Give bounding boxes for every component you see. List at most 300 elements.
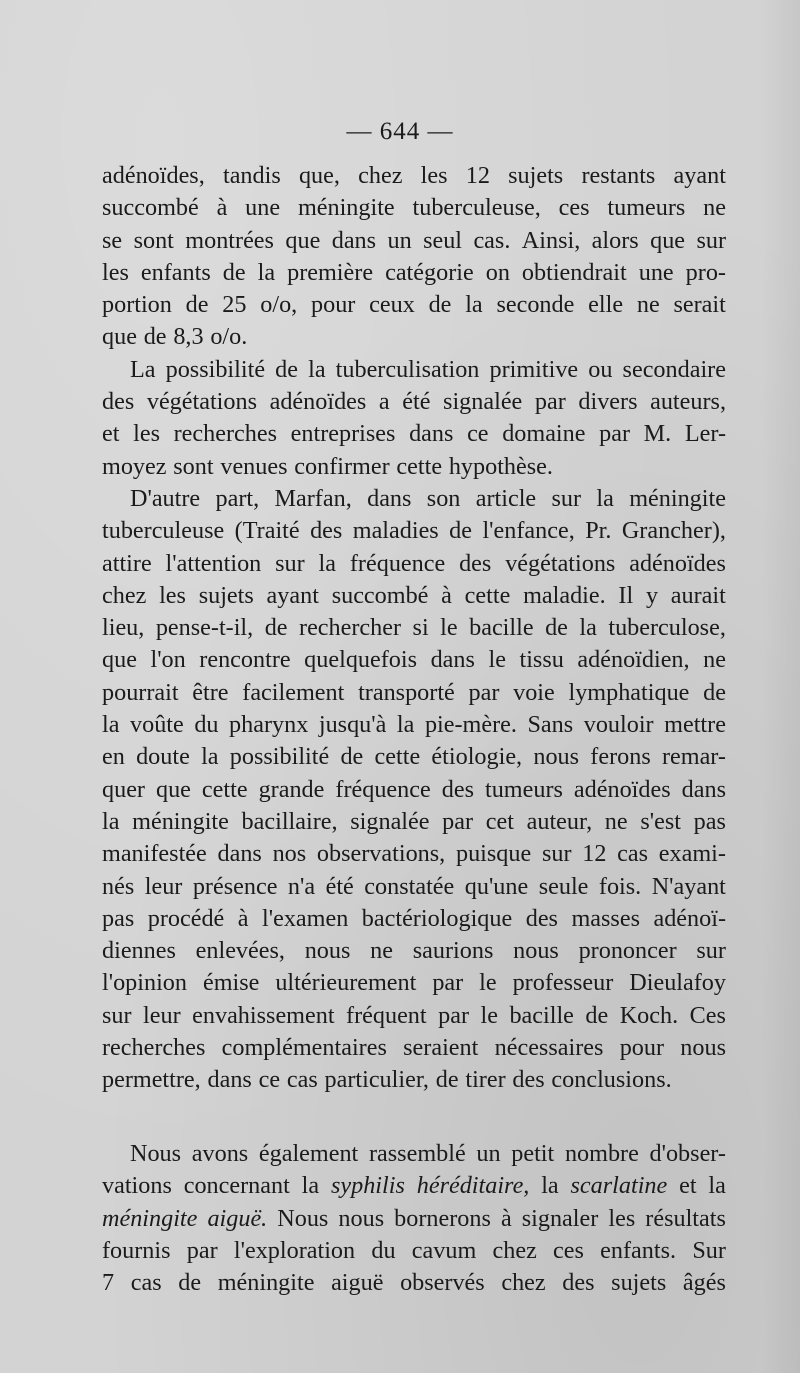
word: le [480,1001,498,1029]
word: Il [618,581,634,609]
word: scarlatine [570,1172,668,1200]
word: à [441,581,452,609]
word: que [285,226,321,254]
word: méningite [102,1204,198,1232]
word: 12 [465,162,490,189]
word: manifestée [102,840,207,868]
word: qu'une [464,872,529,900]
word: venues [220,452,288,480]
word: signalée [350,807,430,835]
word: obtiendrait [521,258,627,286]
text-line [102,677,726,709]
word: 8,3 [173,323,204,351]
word: le [479,969,497,997]
word: de [435,1066,459,1094]
word: divers [578,388,638,416]
word: sujets [508,162,564,189]
word: la [465,291,483,319]
word: a [378,388,390,416]
word: dans [207,1066,252,1094]
word: mettre [664,711,726,739]
word: constatée [364,872,455,900]
word: domaine [502,420,586,448]
word: o/o. [210,323,248,351]
word: d'obser- [649,1140,726,1167]
text-line [102,1032,726,1064]
word: y [645,581,659,609]
text-line [102,967,726,999]
word: cavum [411,1236,477,1264]
word: la [308,355,326,383]
text-line [102,548,726,580]
word: alors [591,226,639,254]
word: sujets [198,581,254,609]
word: observés [400,1269,485,1297]
word: et [102,420,120,448]
word: de [703,678,726,706]
word: pas [693,807,726,835]
word: syphilis [330,1172,405,1200]
word: avons [191,1140,249,1167]
word: complémentaires [221,1034,387,1062]
word: l'exploration [233,1236,356,1264]
word: ayant [673,162,726,189]
word: de [264,614,288,642]
word: la [541,1172,559,1200]
text-line [102,1000,726,1032]
word: la [102,807,120,835]
word: aiguë [331,1269,384,1297]
word: par [442,807,474,835]
word: sur [275,549,305,577]
word: professeur [512,969,614,997]
word: seul [423,226,463,254]
word: pourrait [102,678,179,706]
word: et [679,1172,697,1200]
word: que [155,775,191,803]
word: nous [513,937,559,965]
word: sur [541,840,572,868]
word: méningite [217,1269,315,1297]
word: les [102,258,129,286]
word: auteur, [526,807,593,835]
word: ce [467,420,489,448]
word: fréquent [346,1001,427,1029]
word: tuberculisation [335,355,480,383]
word: sur [102,1001,132,1029]
word: les [159,581,186,609]
text-line [102,580,726,612]
word: dans [430,646,475,674]
text-line [102,225,726,257]
word: l'examen [262,904,349,932]
word: remar- [661,743,726,771]
word: nos [272,840,307,868]
word: seule [538,872,589,900]
word: puisque [455,840,532,868]
word: émise [202,969,260,997]
word: petit [511,1140,555,1167]
word: saurions [412,937,494,965]
word: particulier, [324,1066,429,1094]
word: doute [136,743,190,771]
word: signalée [443,388,523,416]
word: tissu [519,646,564,674]
word: dans [409,420,454,448]
word: sur [696,226,726,254]
word: la [257,258,276,286]
word: la [579,614,597,642]
word: moyez [102,452,167,480]
word: adénoïdien, [577,646,690,674]
word: par [438,1001,469,1029]
word: un [387,226,412,254]
word: seraient [403,1034,479,1062]
word: exami- [658,840,726,868]
word: héréditaire, [416,1172,530,1200]
word: enfants [140,258,211,286]
word: Sur [692,1236,726,1264]
word: aiguë. [207,1204,268,1232]
word: s'est [640,807,681,835]
word: pour [311,291,356,319]
word: si [412,614,429,642]
word: entreprises [290,420,396,448]
word: diennes [102,937,176,965]
word: été [402,388,431,416]
word: pense-t-il, [155,614,254,642]
word: (Traité [234,517,300,545]
word: l'enfance, [482,517,575,545]
word: auteurs, [650,388,726,416]
word: voie [513,678,555,706]
word: 25 [222,291,247,319]
word: rencontre [199,646,291,674]
word: succombé [331,581,429,609]
word: par [534,388,566,416]
word: ceux [369,291,415,319]
word: la [301,1172,320,1200]
word: leur [144,872,183,900]
word: ne [370,937,393,965]
word: sont [173,452,214,480]
text-line [102,1267,726,1299]
word: grande [258,775,325,803]
word: cette [201,775,248,803]
word: Ainsi, [521,226,581,254]
word: signaler [521,1204,599,1232]
word: bacillaire, [241,807,338,835]
word: nés [102,872,135,900]
word: part, [215,484,260,512]
word: enlevées, [195,937,285,965]
word: se [102,226,123,254]
word: chez [492,1236,537,1264]
word: végétations [505,549,616,577]
word: lymphatique [568,678,690,706]
page-edge-shadow [760,0,800,1373]
word: concernant [183,1172,290,1200]
word: adénoïdes, [102,162,205,189]
word: transporté [358,678,455,706]
word: végétations [146,388,257,416]
word: les [420,162,448,189]
word: cas [130,1269,162,1297]
text-line [102,612,726,644]
word: par [468,678,500,706]
word: l'attention [165,549,262,577]
word: un [476,1140,501,1167]
word: de [185,291,209,319]
word: ces [558,194,590,222]
word: la [201,743,219,771]
word: N'ayant [651,872,726,900]
word: ferons [590,743,651,771]
word: vations [102,1172,172,1200]
word: quer [102,775,145,803]
text-line [102,160,726,192]
text-line [102,289,726,321]
word: des [102,388,135,416]
text-line [102,1170,726,1202]
text-line [102,935,726,967]
word: de [585,1001,609,1029]
word: Ler- [684,420,726,448]
word: sont [133,226,174,254]
word: n'a [287,872,316,900]
word: des [562,1269,595,1297]
word: La [130,355,156,383]
word: des [525,904,558,932]
word: fréquence [349,549,446,577]
text-line [102,418,726,450]
word: ne [604,807,628,835]
word: Marfan, [274,484,352,512]
word: adénoïdes [629,549,726,577]
word: une [638,258,674,286]
word: observations, [316,840,446,868]
word: ce [258,1066,281,1094]
word: pharynx [229,711,309,739]
word: le [440,614,458,642]
word: de [143,323,167,351]
word: possibilité [165,355,266,383]
word: de [449,517,472,545]
word: tuberculeuse [102,517,225,545]
word: première [287,258,374,286]
word: tirer [465,1066,506,1094]
word: Sans [527,711,574,739]
word: recherches [102,1034,206,1062]
word: du [194,711,219,739]
word: méningite [132,807,229,835]
word: facilement [242,678,345,706]
word: voûte [130,711,184,739]
word: Grancher), [621,517,726,545]
word: bacille [509,1001,574,1029]
word: pas [102,904,135,932]
word: également [258,1140,359,1167]
word: serait [673,291,726,319]
word: Nous [277,1204,329,1232]
word: les [133,420,160,448]
word: ces [553,1236,584,1264]
word: dans [217,840,262,868]
text-line [102,354,726,386]
word: chez [501,1269,546,1297]
word: primitive [489,355,579,383]
word: lieu, [102,614,145,642]
word: que, [298,162,340,189]
word: article [475,484,537,512]
word: procédé [147,904,225,932]
word: o/o, [260,291,298,319]
word: portion [102,291,172,319]
word: de [275,355,298,383]
word: Dieulafoy [629,969,726,997]
word: cas. [473,226,511,254]
text-line [102,515,726,547]
word: la [708,1172,726,1200]
word: ou [588,355,613,383]
word: rassemblé [368,1140,466,1167]
word: pour [619,1034,665,1062]
word: que [102,323,137,351]
word: attire [102,549,152,577]
word: l'on [150,646,186,674]
word: montrées [185,226,274,254]
text-line [102,451,726,483]
word: cette [374,743,421,771]
word: de [428,291,452,319]
word: possibilité [229,743,330,771]
word: présence [192,872,278,900]
text-line [102,871,726,903]
word: sur [696,937,726,965]
text-block-second [102,1138,726,1299]
text-line [102,1064,726,1096]
word: vouloir [583,711,654,739]
word: la [102,711,120,739]
word: par [432,969,464,997]
text-line [102,644,726,676]
word: conclusions. [551,1066,672,1094]
word: elle [588,291,624,319]
word: cas [286,1066,318,1094]
word: bornerons [394,1204,491,1232]
word: tuberculose, [608,614,726,642]
word: bacille [469,614,534,642]
text-line [102,1138,726,1170]
word: aurait [670,581,726,609]
word: hypothèse. [448,452,553,480]
word: tandis [222,162,281,189]
word: rechercher [299,614,402,642]
word: une [245,194,281,222]
text-line [102,903,726,935]
word: fournis [102,1236,171,1264]
text-line [102,709,726,741]
text-line [102,838,726,870]
word: son [426,484,461,512]
word: maladies [352,517,439,545]
word: cas [617,840,649,868]
word: nous [338,1204,385,1232]
word: tumeurs [484,775,563,803]
word: Nous [130,1140,182,1167]
word: en [102,743,125,771]
word: pie-mère. [424,711,517,739]
text-line [102,257,726,289]
word: sur [551,484,582,512]
word: dans [367,484,412,512]
text-line [102,741,726,773]
word: étiologie, [431,743,523,771]
word: nombre [564,1140,639,1167]
word: résultats [645,1204,726,1232]
word: quelquefois [304,646,418,674]
word: nous [680,1034,726,1062]
text-line [102,774,726,806]
word: cet [485,807,514,835]
word: 12 [582,840,607,868]
word: des [512,1066,545,1094]
text-line [102,806,726,838]
word: dans [681,775,726,803]
word: succombé [102,194,199,222]
word: par [599,420,631,448]
text-line [102,483,726,515]
word: du [371,1236,396,1264]
word: de [545,614,568,642]
word: prononcer [578,937,677,965]
word: méningite [629,484,726,512]
word: à [237,904,249,932]
word: dans [331,226,377,254]
word: à [216,194,228,222]
word: tumeurs [607,194,686,222]
word: jusqu'à [318,711,387,739]
word: D'autre [130,484,201,512]
word: que [102,646,137,674]
word: M. [643,420,672,448]
word: méningite [297,194,395,222]
word: ayant [266,581,319,609]
word: nécessaires [494,1034,604,1062]
word: la [596,484,614,512]
word: restants [581,162,656,189]
word: de [222,258,246,286]
word: recherches [173,420,278,448]
word: seconde [496,291,575,319]
word: leur [143,1001,181,1029]
word: secondaire [622,355,726,383]
text-line [102,1203,726,1235]
word: que [650,226,686,254]
word: à [500,1204,512,1232]
word: des [441,775,474,803]
word: sujets [611,1269,667,1297]
word: des [310,517,343,545]
word: fréquence [335,775,431,803]
text-line [102,1235,726,1267]
word: pro- [685,258,726,286]
word: cette [396,452,443,480]
word: adénoï- [653,904,726,932]
word: tuberculeuse, [412,194,541,222]
word: ne [703,646,726,674]
word: les [608,1204,636,1232]
